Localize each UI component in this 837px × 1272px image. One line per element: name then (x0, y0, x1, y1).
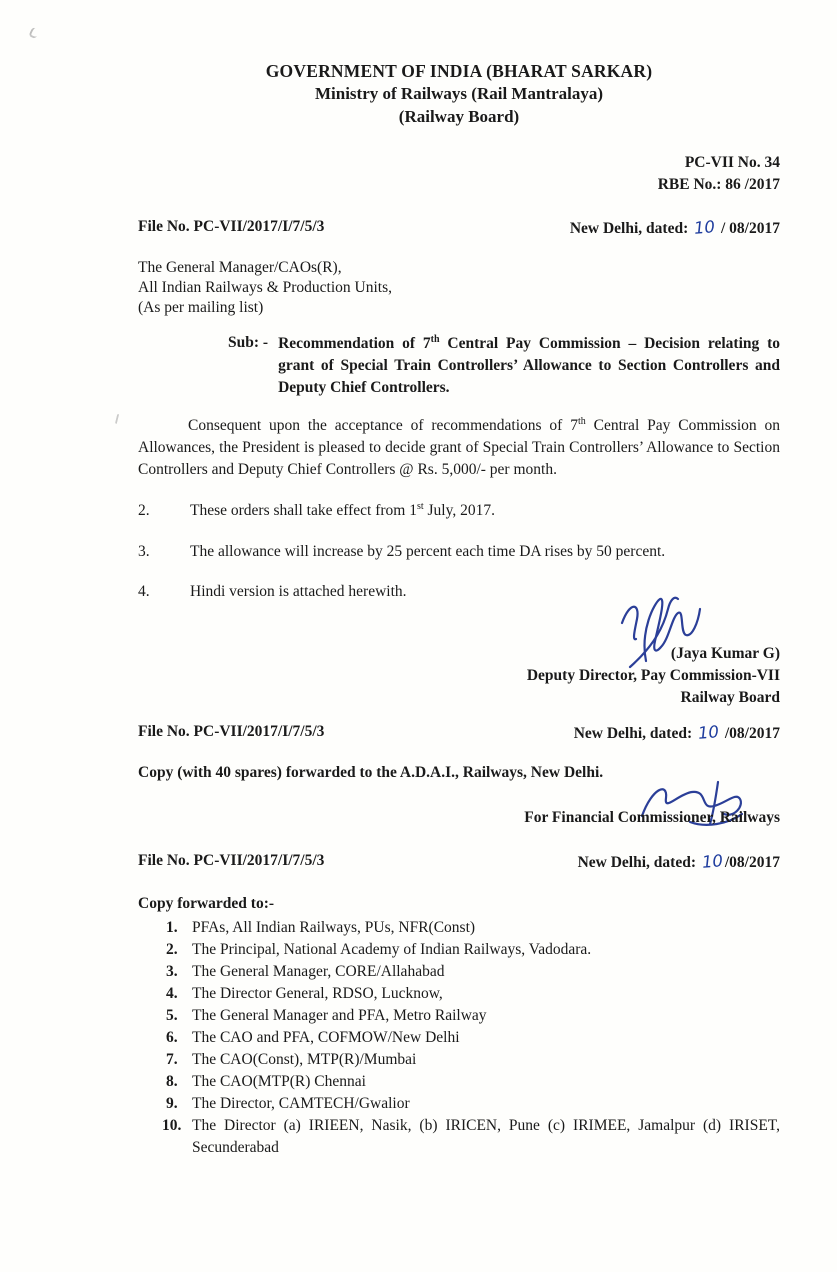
rbe-number: RBE No.: 86 /2017 (657, 175, 780, 193)
file-number: File No. PC-VII/2017/I/7/5/3 (138, 218, 325, 236)
file-number: File No. PC-VII/2017/I/7/5/3 (138, 723, 325, 741)
item-text-part: Hindi version is attached herewith. (190, 583, 407, 601)
paragraph-text-part: Consequent upon the acceptance of recommendations of 7 (188, 416, 578, 434)
subject-label: Sub: - (228, 333, 269, 351)
date-label: New Delhi, dated: (569, 220, 689, 238)
list-text: The Principal, National Academy of Indian Railways, Vadodara. (192, 941, 592, 959)
list-number: 6. (166, 1029, 178, 1047)
list-item (162, 983, 780, 1005)
adai-forwarding-line: Copy (with 40 spares) forwarded to the A.D.A.I., Railways, New Delhi. (138, 764, 604, 782)
item-number: 4. (138, 583, 150, 601)
ministry-title: Ministry of Railways (Rail Mantralaya) (314, 84, 604, 104)
item-text-part: July, 2017. (423, 501, 495, 519)
handwritten-date: 10 (693, 217, 716, 239)
ordinal-superscript: th (430, 333, 440, 345)
list-item (162, 917, 780, 939)
list-number: 8. (166, 1073, 178, 1091)
date-line (578, 851, 780, 874)
copy-forwarded-list (162, 917, 780, 1159)
list-number: 3. (166, 963, 178, 981)
item-text (190, 542, 780, 563)
list-item (162, 939, 780, 961)
signatory-organization: Railway Board (680, 688, 780, 706)
list-number: 1. (166, 919, 178, 937)
list-text: The Director, CAMTECH/Gwalior (192, 1095, 410, 1113)
list-item (162, 1027, 780, 1049)
item-number: 3. (138, 542, 150, 560)
date-label: New Delhi, dated: (577, 854, 696, 872)
list-text: The CAO and PFA, COFMOW/New Delhi (192, 1029, 460, 1047)
date-printed: /08/2017 (724, 854, 780, 872)
letter-content (138, 0, 780, 1159)
subject-block (228, 333, 780, 399)
list-number: 10. (162, 1117, 182, 1135)
list-number: 5. (166, 1007, 178, 1025)
list-number: 2. (166, 941, 178, 959)
addressee-block (138, 258, 780, 318)
list-item (162, 1115, 780, 1159)
list-item (162, 1071, 780, 1093)
railway-board-title: (Railway Board) (398, 106, 520, 126)
list-text: The CAO(Const), MTP(R)/Mumbai (192, 1051, 417, 1069)
list-item (162, 1005, 780, 1027)
ordinal-superscript: th (577, 415, 586, 427)
body-item-3 (138, 542, 780, 563)
scan-artifact (28, 27, 39, 39)
subject-text (278, 333, 780, 399)
list-text: The General Manager and PFA, Metro Railway (192, 1007, 487, 1025)
list-text: The Director General, RDSO, Lucknow, (192, 985, 443, 1003)
list-number: 4. (166, 985, 178, 1003)
item-text-part: The allowance will increase by 25 percent each time DA rises by 50 percent. (190, 542, 666, 560)
list-number: 7. (166, 1051, 178, 1069)
file-number: File No. PC-VII/2017/I/7/5/3 (138, 852, 325, 870)
body-paragraph-1 (138, 415, 780, 481)
list-text: The General Manager, CORE/Allahabad (192, 963, 445, 981)
copy-forwarded-heading: Copy forwarded to:- (138, 895, 275, 913)
pc-vii-number: PC-VII No. 34 (684, 154, 780, 172)
date-line (570, 217, 780, 240)
list-text: The CAO(MTP(R) Chennai (192, 1073, 366, 1091)
date-printed: /08/2017 (721, 725, 780, 743)
date-line (574, 722, 780, 745)
file-date-line-3 (138, 851, 780, 874)
body-item-2 (138, 501, 780, 522)
paragraph-text-part: Central Pay Commission on Allowances, the President is pleased to decide grant of Special Train Controllers’ Allowance to Section Controllers and Deputy Chief Controllers @ Rs. 5,000/- per month. (138, 416, 780, 478)
financial-commissioner-line: For Financial Commissioner, Railways (524, 809, 780, 827)
addressee-line: (As per mailing list) (138, 299, 264, 317)
date-printed: / 08/2017 (717, 220, 780, 238)
file-date-line-1 (138, 217, 780, 240)
addressee-line: The General Manager/CAOs(R), (138, 259, 342, 277)
signatory-name: (Jaya Kumar G) (670, 645, 780, 663)
letterhead (138, 0, 780, 128)
item-text (190, 501, 780, 522)
scan-artifact (115, 414, 120, 424)
subject-text-part: Central Pay Commission – Decision relating to grant of Special Train Controllers’ Allowance to Section Controllers and Deputy Chief Controllers. (278, 334, 780, 396)
handwritten-date: 10 (697, 722, 720, 744)
list-item (162, 1049, 780, 1071)
item-number: 2. (138, 501, 150, 519)
handwritten-date: 10 (701, 851, 724, 873)
list-text: The Director (a) IRIEEN, Nasik, (b) IRICEN, Pune (c) IRIMEE, Jamalpur (d) IRISET, Secunderabad (192, 1117, 780, 1157)
list-item (162, 961, 780, 983)
addressee-line: All Indian Railways & Production Units, (138, 279, 393, 297)
subject-text-part: Recommendation of 7 (278, 334, 431, 352)
item-text-part: These orders shall take effect from 1 (190, 501, 417, 519)
government-title: GOVERNMENT OF INDIA (BHARAT SARKAR) (265, 61, 653, 81)
signatory-block (138, 643, 780, 708)
date-label: New Delhi, dated: (573, 725, 693, 743)
reference-numbers (138, 152, 780, 195)
list-item (162, 1093, 780, 1115)
signatory-designation: Deputy Director, Pay Commission-VII (526, 667, 780, 685)
ordinal-superscript: st (416, 500, 424, 512)
list-text: PFAs, All Indian Railways, PUs, NFR(Const) (192, 919, 476, 937)
file-date-line-2 (138, 722, 780, 745)
list-number: 9. (166, 1095, 178, 1113)
